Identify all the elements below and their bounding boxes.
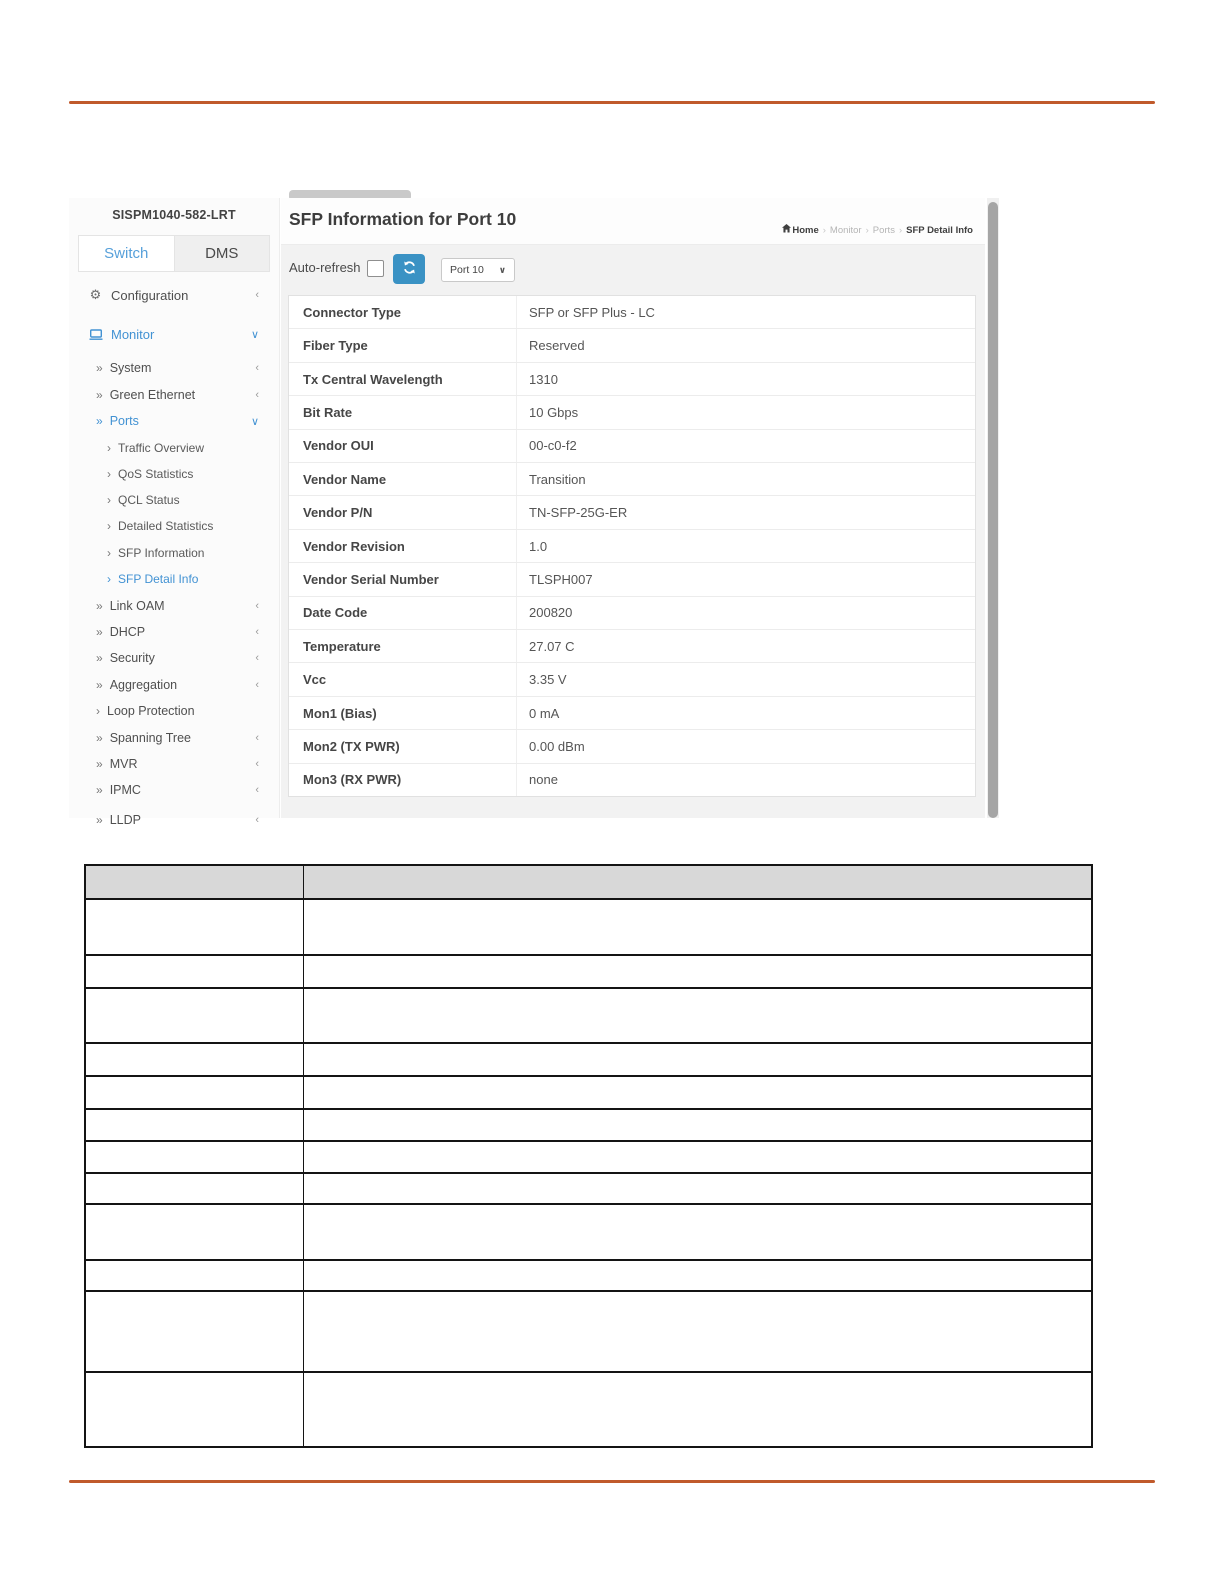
doc-table-cell xyxy=(86,1110,304,1140)
double-chevron-icon: » xyxy=(96,731,103,745)
sidebar-item-monitor[interactable] xyxy=(77,324,273,344)
double-chevron-icon: » xyxy=(96,757,103,771)
sfp-row-label: Temperature xyxy=(289,630,517,662)
doc-table-cell xyxy=(86,1174,304,1203)
chevron-down-icon: ∨ xyxy=(250,328,259,341)
sfp-row-label: Mon1 (Bias) xyxy=(289,697,517,729)
doc-table-cell xyxy=(86,989,304,1042)
doc-table-cell xyxy=(304,1077,1091,1108)
sidebar-item-label: QoS Statistics xyxy=(118,467,194,481)
breadcrumb-item[interactable]: Ports xyxy=(872,224,895,236)
breadcrumb-item[interactable]: Monitor xyxy=(829,224,862,236)
sfp-row-value: SFP or SFP Plus - LC xyxy=(529,304,655,320)
sfp-table-row xyxy=(289,363,975,396)
sfp-row-value: 00-c0-f2 xyxy=(529,438,577,454)
sidebar-item-qos-statistics[interactable] xyxy=(77,464,273,484)
doc-table-cell xyxy=(304,900,1091,954)
doc-table-cell xyxy=(304,1373,1091,1446)
chevron-left-icon: ‹ xyxy=(255,289,259,301)
sidebar-item-label: Link OAM xyxy=(109,599,165,613)
doc-table-row xyxy=(86,1259,1091,1290)
sfp-row-label: Fiber Type xyxy=(289,329,517,361)
sidebar-item-sfp-information[interactable] xyxy=(77,543,273,563)
sidebar-item-spanning-tree[interactable] xyxy=(77,728,273,748)
sfp-row-label: Vendor Revision xyxy=(289,530,517,562)
sidebar-item-label: Loop Protection xyxy=(107,704,195,718)
double-chevron-icon: » xyxy=(96,361,103,375)
sfp-row-value: Transition xyxy=(529,471,586,487)
sidebar-item-loop-protection[interactable] xyxy=(77,701,273,721)
refresh-button[interactable] xyxy=(393,254,425,284)
chevron-right-icon: › xyxy=(96,704,100,718)
sidebar-item-green-ethernet[interactable] xyxy=(77,385,273,405)
sfp-info-table xyxy=(288,295,976,797)
chevron-left-icon: ‹ xyxy=(255,652,259,664)
doc-table-row xyxy=(86,987,1091,1042)
sfp-table-row xyxy=(289,396,975,429)
sfp-row-value: TN-SFP-25G-ER xyxy=(529,505,628,521)
sfp-table-row xyxy=(289,530,975,563)
breadcrumb-item[interactable]: Home xyxy=(782,224,818,236)
sfp-row-value: 200820 xyxy=(529,605,573,621)
sidebar-item-label: Configuration xyxy=(111,287,189,303)
doc-table-header-cell xyxy=(304,866,1091,898)
chevron-left-icon: ‹ xyxy=(255,626,259,638)
sidebar-item-configuration[interactable] xyxy=(77,285,273,305)
sidebar-item-ipmc[interactable] xyxy=(77,780,273,800)
sidebar-item-sfp-detail-info[interactable] xyxy=(77,569,273,589)
sfp-row-label: Connector Type xyxy=(289,296,517,328)
sidebar-item-dhcp[interactable] xyxy=(77,622,273,642)
refresh-icon xyxy=(402,260,417,278)
auto-refresh-checkbox[interactable] xyxy=(367,260,384,277)
sidebar-item-aggregation[interactable] xyxy=(77,675,273,695)
sfp-row-value: 0 mA xyxy=(529,705,560,721)
double-chevron-icon: » xyxy=(96,651,103,665)
breadcrumb xyxy=(782,224,973,236)
chevron-right-icon: › xyxy=(107,519,111,533)
doc-table-row xyxy=(86,898,1091,954)
main-panel xyxy=(281,198,985,818)
breadcrumb-separator: › xyxy=(898,224,903,236)
sfp-row-value: 3.35 V xyxy=(529,672,567,688)
sidebar-item-mvr[interactable] xyxy=(77,754,273,774)
sfp-row-value: none xyxy=(529,772,558,788)
sfp-table-row xyxy=(289,563,975,596)
chevron-right-icon: › xyxy=(107,572,111,586)
doc-table-cell xyxy=(304,1110,1091,1140)
doc-table-row xyxy=(86,1108,1091,1140)
page-title: SFP Information for Port 10 xyxy=(289,209,517,229)
sfp-table-row xyxy=(289,463,975,496)
double-chevron-icon: » xyxy=(96,414,103,428)
double-chevron-icon: » xyxy=(96,813,103,827)
sidebar-item-label: Green Ethernet xyxy=(109,388,196,402)
sidebar-item-ports[interactable] xyxy=(77,411,273,431)
doc-table-cell xyxy=(304,1292,1091,1371)
sfp-row-value: 0.00 dBm xyxy=(529,738,585,754)
doc-table-cell xyxy=(86,1142,304,1172)
monitor-icon xyxy=(88,329,103,340)
sfp-table-row xyxy=(289,597,975,630)
double-chevron-icon: » xyxy=(96,783,103,797)
chevron-right-icon: › xyxy=(107,546,111,560)
sfp-row-value: 27.07 C xyxy=(529,638,575,654)
sfp-row-value: 10 Gbps xyxy=(529,404,579,420)
sidebar xyxy=(69,198,280,827)
doc-table-row xyxy=(86,1042,1091,1075)
sidebar-item-label: LLDP xyxy=(109,813,141,827)
sfp-table-row xyxy=(289,764,975,796)
doc-table-header-cell xyxy=(86,866,304,898)
doc-table-cell xyxy=(304,1205,1091,1259)
doc-table-cell xyxy=(86,900,304,954)
sidebar-item-lldp[interactable] xyxy=(77,810,273,830)
sidebar-item-label: Monitor xyxy=(111,326,155,342)
sfp-row-label: Vendor OUI xyxy=(289,430,517,462)
sfp-row-label: Vcc xyxy=(289,663,517,695)
sidebar-item-label: Security xyxy=(109,651,155,665)
scrollbar-thumb[interactable] xyxy=(988,202,998,818)
sfp-table-row xyxy=(289,663,975,696)
sidebar-item-label: Detailed Statistics xyxy=(118,519,214,533)
sidebar-item-traffic-overview[interactable] xyxy=(77,438,273,458)
sfp-row-value: 1.0 xyxy=(529,538,548,554)
chevron-down-icon: ∨ xyxy=(250,415,259,428)
chevron-left-icon: ‹ xyxy=(255,732,259,744)
top-rule xyxy=(69,101,1155,104)
double-chevron-icon: » xyxy=(96,625,103,639)
sidebar-item-label: QCL Status xyxy=(118,493,180,507)
switch-ui-screenshot xyxy=(69,190,1000,827)
chevron-right-icon: › xyxy=(107,493,111,507)
sidebar-item-label: Spanning Tree xyxy=(109,731,191,745)
chevron-left-icon: ‹ xyxy=(255,758,259,770)
double-chevron-icon: » xyxy=(96,388,103,402)
doc-table-cell xyxy=(86,1261,304,1290)
doc-table-cell xyxy=(86,1077,304,1108)
sfp-table-row xyxy=(289,430,975,463)
sfp-table-row xyxy=(289,697,975,730)
tab-dms[interactable]: DMS xyxy=(205,245,239,262)
doc-table-row xyxy=(86,1371,1091,1446)
doc-table-row xyxy=(86,1172,1091,1203)
sidebar-item-label: Traffic Overview xyxy=(118,441,205,455)
chevron-left-icon: ‹ xyxy=(255,784,259,796)
breadcrumb-item[interactable]: SFP Detail Info xyxy=(906,224,973,236)
sfp-table-row xyxy=(289,496,975,529)
chevron-left-icon: ‹ xyxy=(255,362,259,374)
breadcrumb-separator: › xyxy=(822,224,826,236)
doc-table-row xyxy=(86,1290,1091,1371)
sfp-row-label: Vendor P/N xyxy=(289,496,517,528)
scrollbar xyxy=(987,198,999,818)
tab-switch[interactable]: Switch xyxy=(79,236,175,271)
sidebar-item-system[interactable] xyxy=(77,358,273,378)
port-select[interactable] xyxy=(441,258,515,282)
doc-table-cell xyxy=(304,1261,1091,1290)
sidebar-item-security[interactable] xyxy=(77,648,273,668)
sfp-row-label: Mon3 (RX PWR) xyxy=(289,764,517,796)
doc-table-row xyxy=(86,954,1091,987)
port-select-value: Port 10 xyxy=(450,264,484,276)
doc-table-cell xyxy=(86,956,304,987)
sidebar-tabs xyxy=(78,235,270,272)
doc-table-cell xyxy=(86,1373,304,1446)
sidebar-item-label: MVR xyxy=(109,757,138,771)
sidebar-item-label: DHCP xyxy=(109,625,146,639)
sidebar-item-label: Aggregation xyxy=(109,678,178,692)
chevron-right-icon: › xyxy=(107,441,111,455)
doc-table-cell xyxy=(304,1174,1091,1203)
sidebar-item-detailed-statistics[interactable] xyxy=(77,516,273,536)
sfp-row-label: Mon2 (TX PWR) xyxy=(289,730,517,762)
doc-table-cell xyxy=(86,1044,304,1075)
sfp-row-label: Vendor Serial Number xyxy=(289,563,517,595)
sidebar-item-label: SFP Information xyxy=(118,546,205,560)
sfp-row-label: Tx Central Wavelength xyxy=(289,363,517,395)
sidebar-item-label: SFP Detail Info xyxy=(118,572,199,586)
doc-table-row xyxy=(86,1140,1091,1172)
doc-table-row xyxy=(86,1075,1091,1108)
doc-table-row xyxy=(86,1203,1091,1259)
sfp-table-row xyxy=(289,296,975,329)
sidebar-item-label: IPMC xyxy=(109,783,141,797)
auto-refresh-label: Auto-refresh xyxy=(289,260,361,275)
doc-table-cell xyxy=(304,1044,1091,1075)
sfp-row-label: Bit Rate xyxy=(289,396,517,428)
sfp-table-row xyxy=(289,730,975,763)
breadcrumb-separator: › xyxy=(865,224,869,236)
chevron-left-icon: ‹ xyxy=(255,679,259,691)
sfp-row-value: Reserved xyxy=(529,338,585,354)
doc-table-cell xyxy=(304,989,1091,1042)
doc-table-cell xyxy=(304,1142,1091,1172)
double-chevron-icon: » xyxy=(96,678,103,692)
gear-icon: ⚙ xyxy=(89,287,102,302)
double-chevron-icon: » xyxy=(96,599,103,613)
home-icon xyxy=(782,224,791,233)
sidebar-item-link-oam[interactable] xyxy=(77,596,273,616)
sidebar-item-label: Ports xyxy=(109,414,139,428)
doc-table xyxy=(84,864,1093,1448)
sfp-table-row xyxy=(289,329,975,362)
sidebar-item-qcl-status[interactable] xyxy=(77,490,273,510)
chevron-down-icon: ∨ xyxy=(498,264,506,275)
doc-table-cell xyxy=(86,1292,304,1371)
device-title: SISPM1040-582-LRT xyxy=(112,208,236,222)
chevron-left-icon: ‹ xyxy=(255,600,259,612)
sfp-row-value: 1310 xyxy=(529,371,558,387)
chevron-right-icon: › xyxy=(107,467,111,481)
doc-table-cell xyxy=(86,1205,304,1259)
page-header xyxy=(281,198,985,245)
bottom-rule xyxy=(69,1480,1155,1483)
sfp-table-row xyxy=(289,630,975,663)
chevron-left-icon: ‹ xyxy=(255,814,259,826)
sfp-row-value: TLSPH007 xyxy=(529,571,593,587)
chevron-left-icon: ‹ xyxy=(255,389,259,401)
doc-table-cell xyxy=(304,956,1091,987)
sfp-row-label: Vendor Name xyxy=(289,463,517,495)
sfp-row-label: Date Code xyxy=(289,597,517,629)
doc-table-header xyxy=(86,866,1091,898)
sidebar-item-label: System xyxy=(109,361,152,375)
